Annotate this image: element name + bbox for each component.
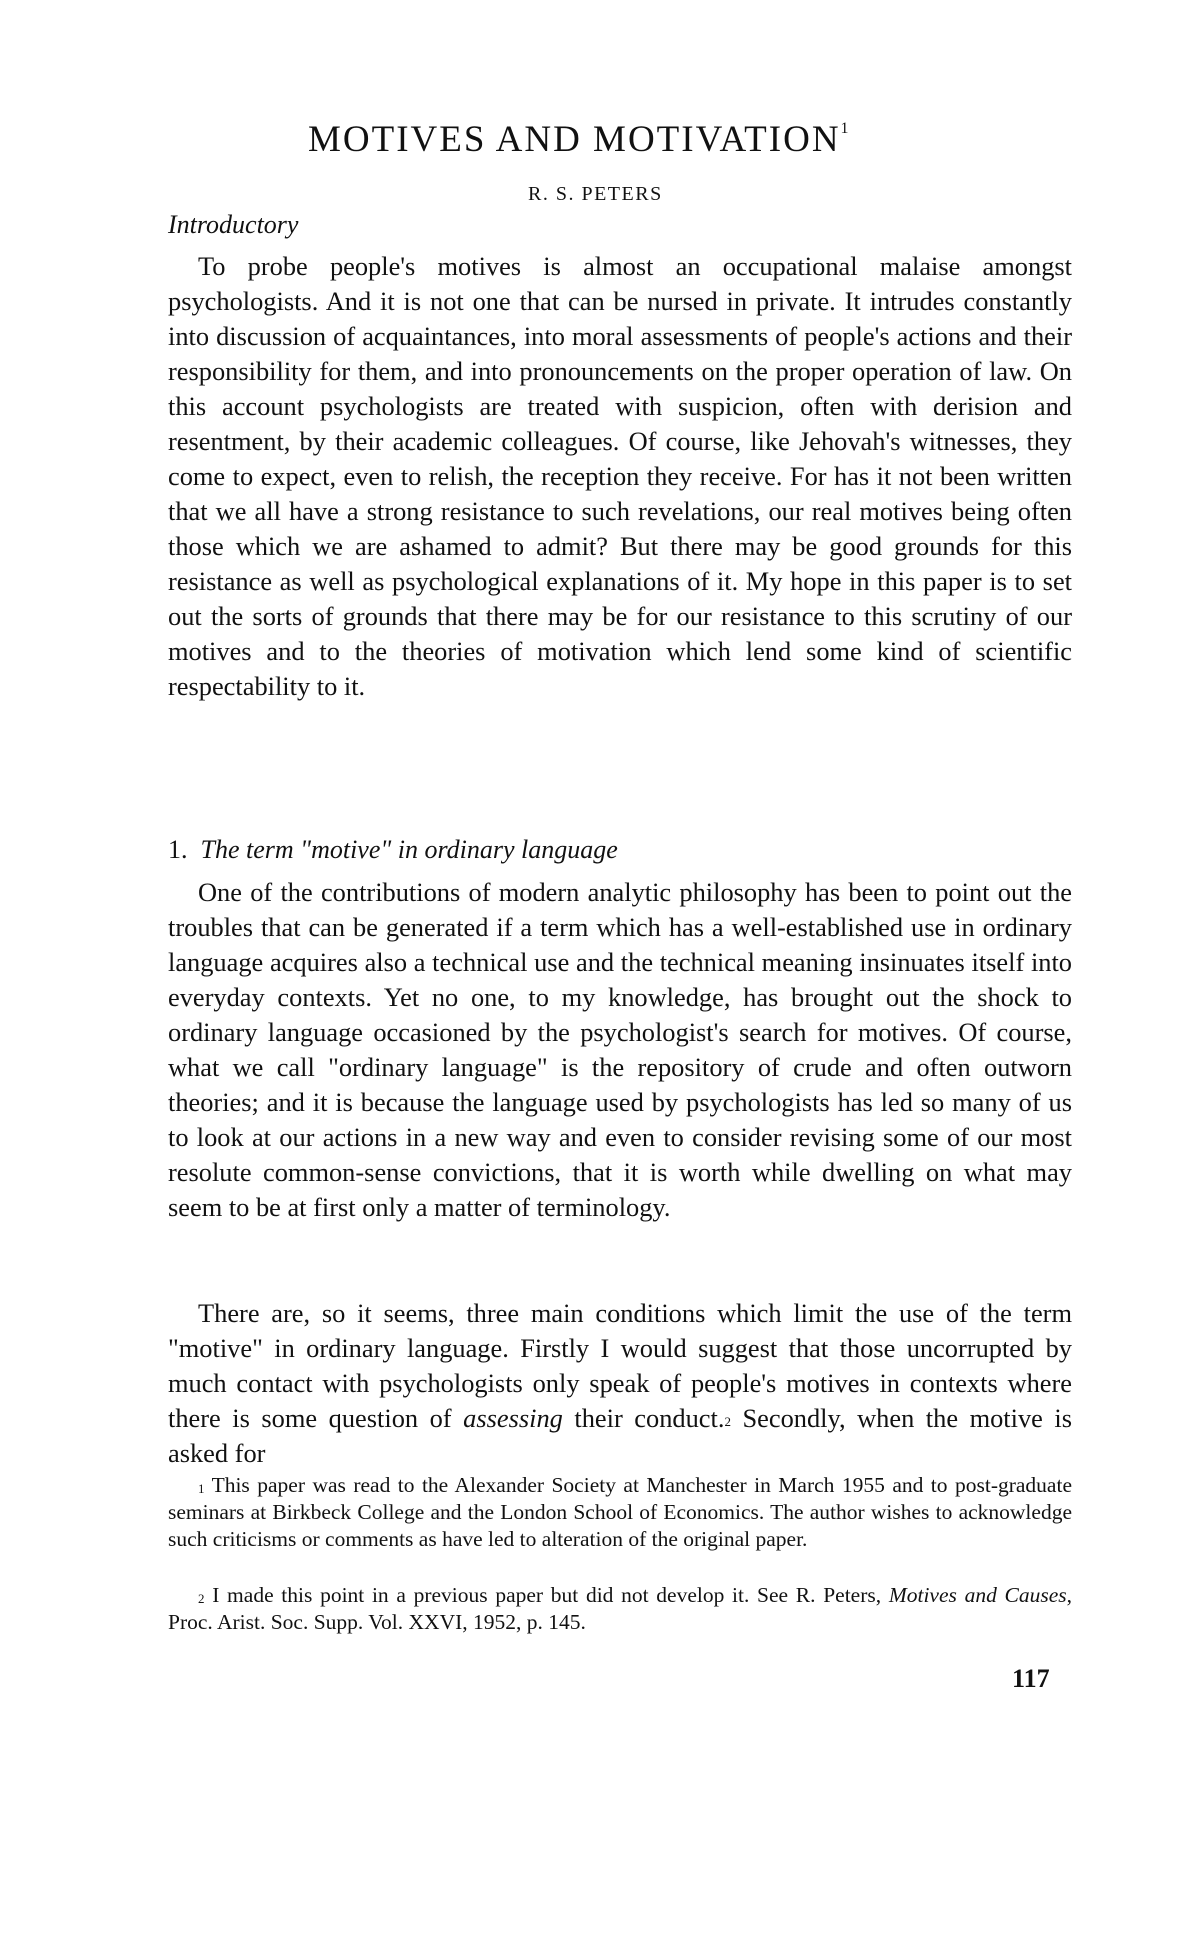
article-title-text: MOTIVES AND MOTIVATION: [308, 119, 841, 160]
footnote-1: [168, 1472, 1072, 1553]
introduction-heading: Introductory: [168, 210, 299, 239]
introduction-paragraph: To probe people's motives is almost an occupational malaise amongst psychologists. And it is not one that can be nursed in private. It intrudes constantly into discussion of acquaintances, into moral assessments of people's actions and their responsibility for them, and into pronouncements on the proper operation of law. On this account psychologists are treated with suspicion, often with derision and resentment, by their academic colleagues. Of course, like Jehovah's witnesses, they come to expect, even to relish, the reception they receive. For has it not been written that we all have a strong resistance to such revelations, our real motives being often those which we are ashamed to admit? But there may be good grounds for this resistance as well as psychological explanations of it. My hope in this paper is to set out the sorts of grounds that there may be for our resistance to this scrutiny of our motives and to the theories of motivation which lend some kind of scientific respectability to it.: [168, 251, 1072, 701]
footnote-1-text: This paper was read to the Alexander Society at Manchester in March 1955 and to post-graduate seminars at Birkbeck College and the London School of Economics. The author wishes to acknowledge such criticisms or comments as have led to alteration of the original paper.: [168, 1473, 1072, 1551]
page-number: 117: [1012, 1664, 1050, 1693]
footnote-2-text-start: I made this point in a previous paper but did not develop it. See R. Peters,: [212, 1583, 889, 1607]
footnote-1-mark: 1: [198, 1481, 205, 1496]
paragraph-2-text-end: Secondly, when the motive is asked for: [168, 1403, 1073, 1468]
footnote-2-cited-title: Motives and Causes: [888, 1583, 1067, 1607]
footnote-2: [168, 1582, 1072, 1636]
footnote-2-text-end: , Proc. Arist. Soc. Supp. Vol. XXVI, 1952, p. 145.: [168, 1583, 1072, 1634]
article-title: [308, 118, 1048, 161]
section-number: 1.: [168, 835, 188, 864]
footnote-2-mark: 2: [198, 1591, 205, 1606]
section-heading: [168, 835, 618, 865]
paragraph-2-text-middle: their conduct.: [562, 1403, 725, 1433]
article-author: R. S. PETERS: [528, 183, 663, 205]
paragraph-2-emphasis: assessing: [463, 1403, 563, 1433]
section-title: The term "motive" in ordinary language: [200, 835, 618, 864]
paragraph-2-footnote-mark: 2: [724, 1414, 731, 1429]
section-paragraph-2: [168, 1296, 1072, 1471]
title-footnote-mark: 1: [840, 120, 849, 137]
paragraph-2-text-start: There are, so it seems, three main conditions which limit the use of the term "motive" in ordinary language. Firstly I would suggest that those uncorrupted by much contact with psychologists only speak of people's motives in contexts where there is some question of: [168, 1298, 1072, 1433]
section-paragraph-1: One of the contributions of modern analytic philosophy has been to point out the troubles that can be generated if a term which has a well-established use in ordinary language acquires also a technical use and the technical meaning insinuates itself into everyday contexts. Yet no one, to my knowledge, has brought out the shock to ordinary language occasioned by the psychologist's search for motives. Of course, what we call "ordinary language" is the repository of crude and often outworn theories; and it is because the language used by psychologists has led so many of us to look at our actions in a new way and even to consider revising some of our most resolute common-sense convictions, that it is worth while dwelling on what may seem to be at first only a matter of terminology.: [168, 877, 1072, 1222]
